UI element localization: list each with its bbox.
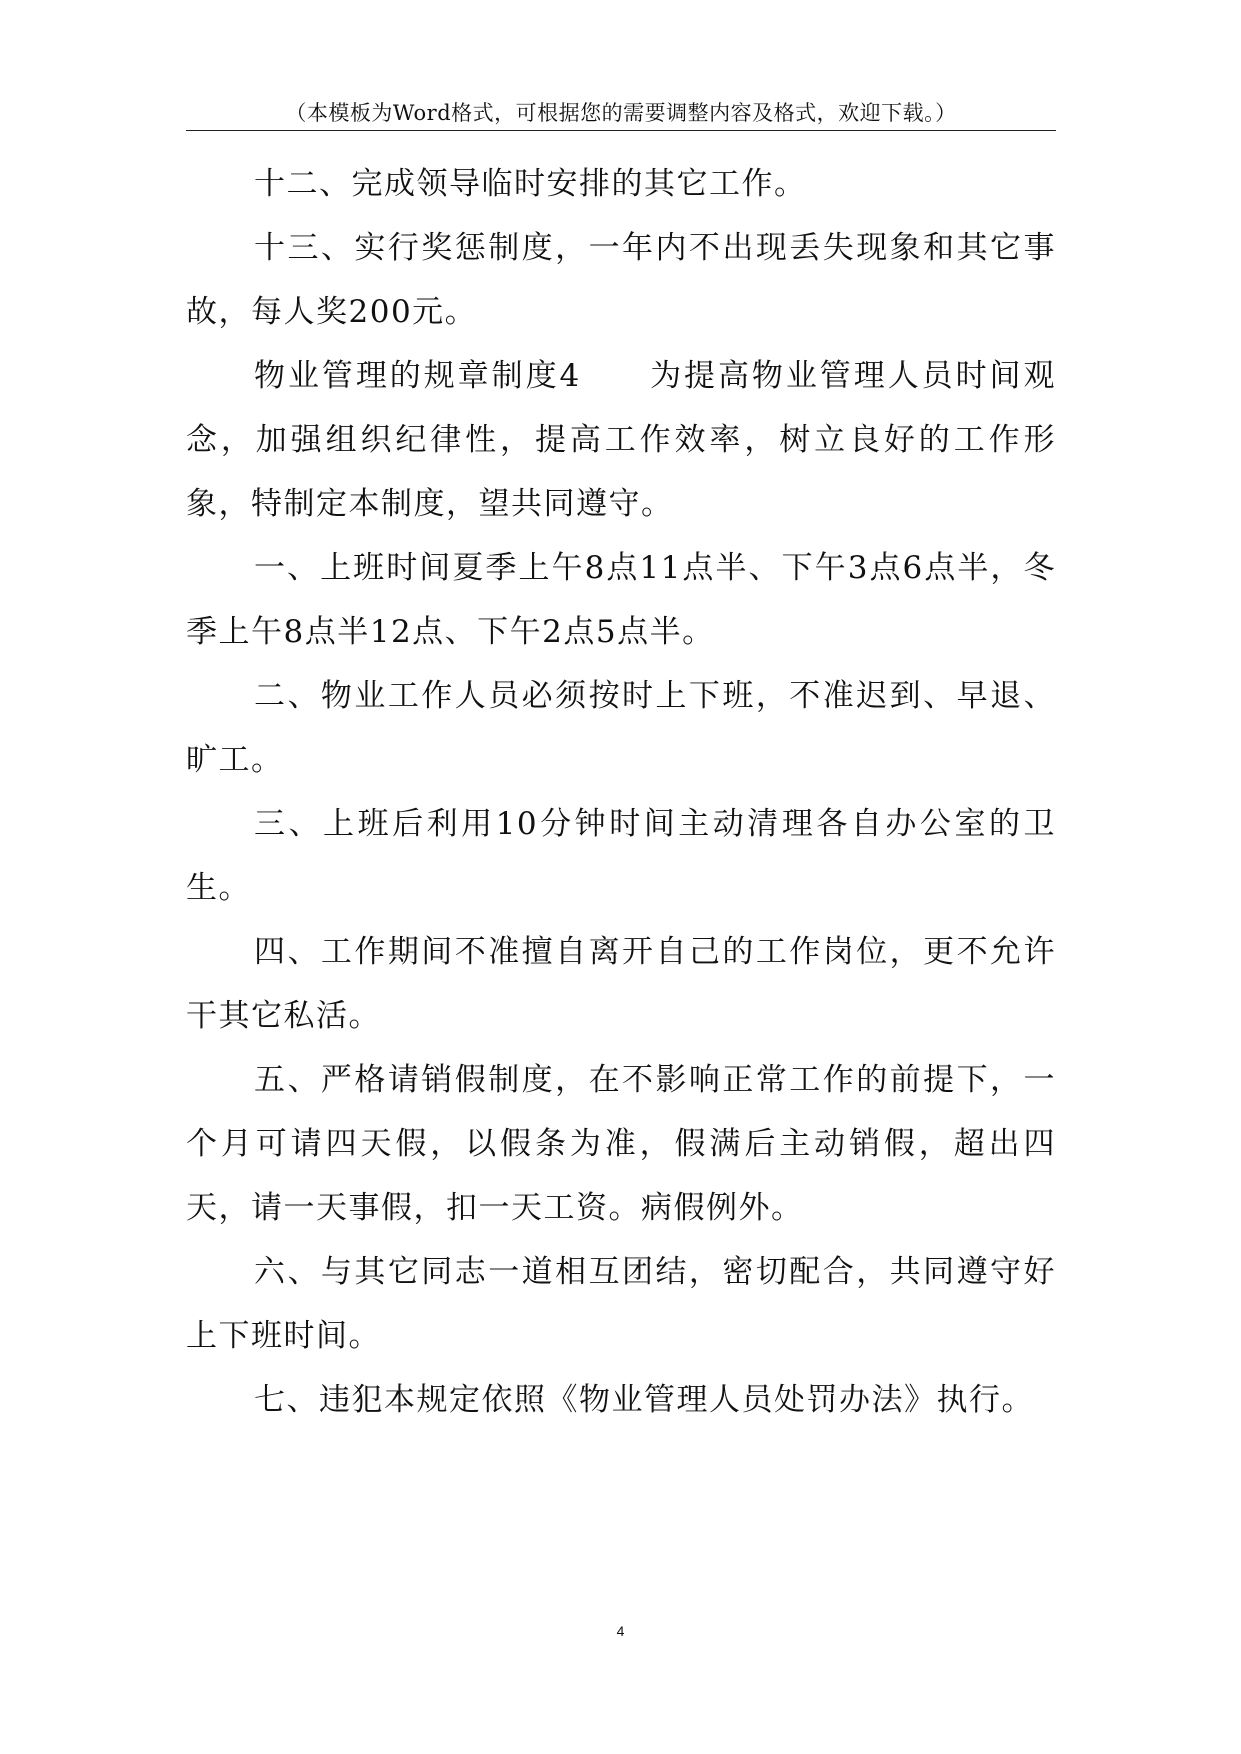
- paragraph-rule-6: 六、与其它同志一道相互团结，密切配合，共同遵守好上下班时间。: [186, 1254, 1056, 1354]
- page-number: 4: [616, 1623, 625, 1639]
- paragraph-12: 十二、完成领导临时安排的其它工作。: [254, 166, 807, 202]
- paragraph-rule-4: 四、工作期间不准擅自离开自己的工作岗位，更不允许干其它私活。: [186, 934, 1056, 1034]
- document-body: [186, 152, 1056, 1432]
- paragraph-rules-4-intro: 物业管理的规章制度4 为提高物业管理人员时间观念，加强组织纪律性，提高工作效率，树立良好的工作形象，特制定本制度，望共同遵守。: [186, 358, 1056, 522]
- paragraph-rule-3: 三、上班后利用10分钟时间主动清理各自办公室的卫生。: [186, 806, 1056, 906]
- document-header-note: （本模板为Word格式，可根据您的需要调整内容及格式，欢迎下载。）: [186, 100, 1056, 131]
- paragraph-rule-5: 五、严格请销假制度，在不影响正常工作的前提下，一个月可请四天假，以假条为准，假满后主动销假，超出四天，请一天事假，扣一天工资。病假例外。: [186, 1062, 1056, 1226]
- paragraph-rule-7: 七、违犯本规定依照《物业管理人员处罚办法》执行。: [254, 1382, 1034, 1418]
- paragraph-rule-1: 一、上班时间夏季上午8点11点半、下午3点6点半，冬季上午8点半12点、下午2点5点半。: [186, 550, 1056, 650]
- paragraph-13: 十三、实行奖惩制度，一年内不出现丢失现象和其它事故，每人奖200元。: [186, 230, 1056, 330]
- paragraph-rule-2: 二、物业工作人员必须按时上下班，不准迟到、早退、旷工。: [186, 678, 1056, 778]
